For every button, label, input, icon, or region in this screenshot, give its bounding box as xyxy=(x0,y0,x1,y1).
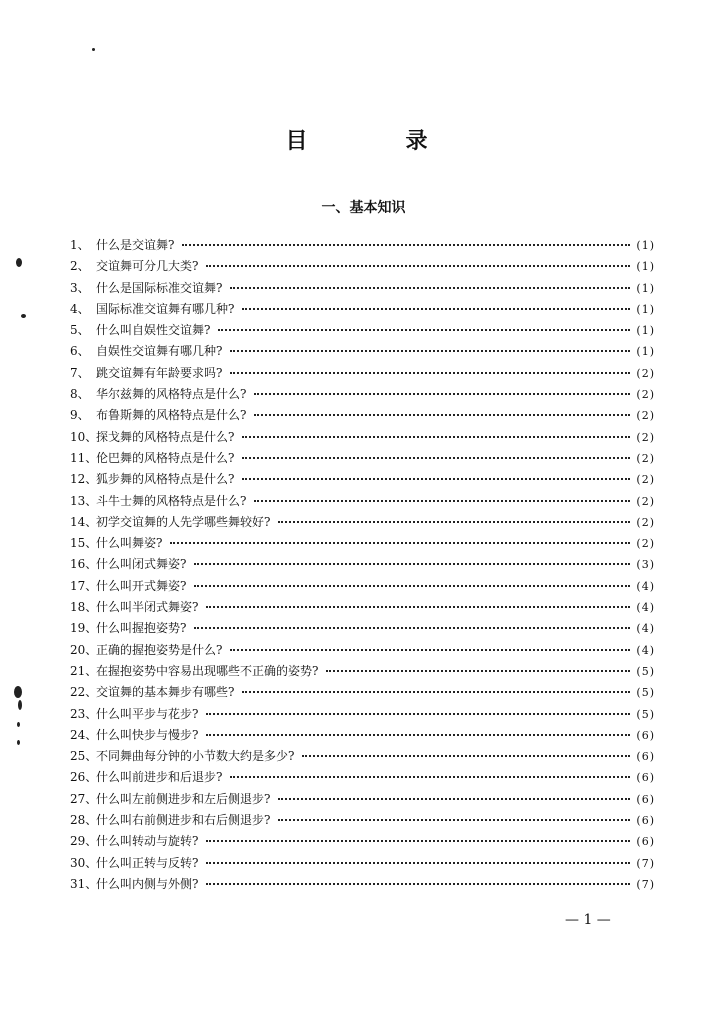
toc-dot-leader xyxy=(278,521,630,523)
toc-entry-page: (1) xyxy=(636,239,655,252)
toc-entry-number: 19、 xyxy=(70,621,98,636)
toc-dot-leader xyxy=(206,862,630,864)
toc-entry-title: 在握抱姿势中容易出现哪些不正确的姿势? xyxy=(96,663,319,678)
toc-entry-page: (5) xyxy=(636,664,655,678)
toc-entry-page: (2) xyxy=(636,537,655,551)
toc-entry-page: (5) xyxy=(636,686,655,700)
toc-entry-page: (2) xyxy=(636,366,655,380)
toc-entry-page: (2) xyxy=(636,451,655,465)
toc-entry-number: 10、 xyxy=(70,429,98,444)
toc-entry xyxy=(70,449,655,470)
toc-dot-leader xyxy=(242,478,630,480)
toc-dot-leader xyxy=(206,606,630,608)
toc-entry-page: (2) xyxy=(636,515,655,529)
toc-entry-title: 不同舞曲每分钟的小节数大约是多少? xyxy=(96,749,295,764)
toc-entry-page: (2) xyxy=(636,388,655,402)
toc-dot-leader xyxy=(206,883,630,885)
scan-speck xyxy=(14,686,22,698)
toc-entry xyxy=(70,257,655,278)
toc-entry-title: 什么叫正转与反转? xyxy=(96,855,199,870)
toc-entry-title: 什么叫舞姿? xyxy=(96,536,163,551)
toc-entry-title: 什么叫自娱性交谊舞? xyxy=(96,323,211,338)
scan-speck xyxy=(17,722,20,727)
toc-entry xyxy=(70,619,655,640)
toc-entry-number: 11、 xyxy=(70,450,98,465)
toc-dot-leader xyxy=(230,776,630,778)
toc-entry-number: 7、 xyxy=(70,365,90,380)
toc-dot-leader xyxy=(254,393,630,395)
toc-entry-title: 正确的握抱姿势是什么? xyxy=(96,642,223,657)
toc-entry-page: (1) xyxy=(636,302,655,316)
toc-entry-title: 探戈舞的风格特点是什么? xyxy=(96,429,235,444)
toc-entry-page: (2) xyxy=(636,473,655,487)
toc-entry-page: (6) xyxy=(636,792,655,806)
toc-entry-title: 什么叫右前侧进步和右后侧退步? xyxy=(96,813,271,828)
toc-entry xyxy=(70,300,655,321)
toc-entry xyxy=(70,470,655,491)
toc-entry-page: (1) xyxy=(636,260,655,274)
toc-entry xyxy=(70,854,655,875)
toc-dot-leader xyxy=(194,585,630,587)
toc-entry-number: 9、 xyxy=(70,408,90,423)
toc-entry-page: (4) xyxy=(636,579,655,593)
section-title: 一、基本知识 xyxy=(321,200,406,216)
toc-entry-title: 什么叫前进步和后退步? xyxy=(96,770,223,785)
toc-entry-title: 斗牛士舞的风格特点是什么? xyxy=(96,493,247,508)
toc-entry-page: (6) xyxy=(636,771,655,785)
toc-entry xyxy=(70,768,655,789)
toc-entry-page: (4) xyxy=(636,643,655,657)
toc-entry-number: 25、 xyxy=(70,749,98,764)
toc-dot-leader xyxy=(302,755,630,757)
toc-entry-title: 什么叫平步与花步? xyxy=(96,706,199,721)
toc-dot-leader xyxy=(230,649,630,651)
toc-dot-leader xyxy=(254,500,630,502)
scan-speck xyxy=(17,740,20,745)
scan-speck xyxy=(18,700,22,710)
toc-entry xyxy=(70,832,655,853)
toc-entry-number: 3、 xyxy=(70,280,90,295)
toc-entry-page: (4) xyxy=(636,622,655,636)
toc-dot-leader xyxy=(242,436,630,438)
toc-entry xyxy=(70,683,655,704)
toc-entry-page: (6) xyxy=(636,750,655,764)
toc-entry-number: 15、 xyxy=(70,536,98,551)
toc-entry-page: (6) xyxy=(636,814,655,828)
toc-entry-page: (2) xyxy=(636,430,655,444)
toc-entry-number: 13、 xyxy=(70,493,98,508)
toc-entry-page: (2) xyxy=(636,409,655,423)
toc-dot-leader xyxy=(326,670,630,672)
toc-dot-leader xyxy=(278,798,630,800)
toc-entry xyxy=(70,875,655,896)
toc-entry xyxy=(70,790,655,811)
toc-dot-leader xyxy=(206,713,630,715)
toc-list xyxy=(70,236,655,896)
toc-entry-number: 31、 xyxy=(70,876,98,891)
toc-dot-leader xyxy=(170,542,630,544)
toc-dot-leader xyxy=(278,819,630,821)
toc-entry-number: 27、 xyxy=(70,791,98,806)
toc-entry xyxy=(70,662,655,683)
toc-dot-leader xyxy=(206,265,630,267)
toc-entry xyxy=(70,279,655,300)
scan-speck xyxy=(92,48,95,51)
toc-entry-title: 什么是交谊舞? xyxy=(96,238,175,252)
toc-entry-number: 5、 xyxy=(70,323,90,338)
toc-dot-leader xyxy=(230,287,630,289)
toc-entry-page: (1) xyxy=(636,324,655,338)
toc-entry-number: 17、 xyxy=(70,578,98,593)
toc-entry-number: 20、 xyxy=(70,642,98,657)
toc-entry-number: 12、 xyxy=(70,472,98,487)
toc-entry-title: 伦巴舞的风格特点是什么? xyxy=(96,450,235,465)
toc-entry xyxy=(70,428,655,449)
toc-entry xyxy=(70,811,655,832)
toc-entry-page: (6) xyxy=(636,728,655,742)
toc-entry xyxy=(70,364,655,385)
toc-dot-leader xyxy=(242,308,630,310)
toc-entry-title: 跳交谊舞有年龄要求吗? xyxy=(96,365,223,380)
toc-entry-title: 什么叫左前侧进步和左后侧退步? xyxy=(96,791,271,806)
toc-entry xyxy=(70,747,655,768)
toc-entry-number: 6、 xyxy=(70,344,90,359)
toc-entry-title: 什么叫闭式舞姿? xyxy=(96,557,187,572)
toc-entry-title: 什么叫快步与慢步? xyxy=(96,727,199,742)
toc-dot-leader xyxy=(254,414,630,416)
toc-entry-title: 华尔兹舞的风格特点是什么? xyxy=(96,387,247,402)
toc-entry-title: 交谊舞可分几大类? xyxy=(96,259,199,274)
toc-dot-leader xyxy=(242,457,630,459)
toc-entry xyxy=(70,705,655,726)
toc-dot-leader xyxy=(206,734,630,736)
toc-entry-page: (6) xyxy=(636,835,655,849)
toc-entry xyxy=(70,406,655,427)
toc-entry xyxy=(70,555,655,576)
toc-entry-number: 22、 xyxy=(70,685,98,700)
toc-dot-leader xyxy=(230,372,630,374)
toc-entry-number: 16、 xyxy=(70,557,98,572)
toc-entry-title: 什么叫转动与旋转? xyxy=(96,834,199,849)
toc-entry-page: (7) xyxy=(636,856,655,870)
scan-speck xyxy=(21,314,26,318)
toc-entry xyxy=(70,321,655,342)
toc-entry-page: (7) xyxy=(636,877,655,891)
toc-entry-number: 8、 xyxy=(70,387,90,402)
toc-entry-number: 23、 xyxy=(70,706,98,721)
toc-entry-page: (3) xyxy=(636,558,655,572)
toc-dot-leader xyxy=(194,627,630,629)
toc-entry-number: 18、 xyxy=(70,600,98,615)
toc-entry-title: 什么叫半闭式舞姿? xyxy=(96,600,199,615)
toc-entry-title: 自娱性交谊舞有哪几种? xyxy=(96,344,223,359)
toc-entry-title: 什么叫内侧与外侧? xyxy=(96,876,199,891)
toc-entry-page: (2) xyxy=(636,494,655,508)
toc-entry-title: 什么叫开式舞姿? xyxy=(96,578,187,593)
toc-entry-number: 28、 xyxy=(70,813,98,828)
toc-entry-page: (4) xyxy=(636,601,655,615)
toc-dot-leader xyxy=(182,244,630,246)
toc-entry-title: 国际标准交谊舞有哪几种? xyxy=(96,301,235,316)
toc-entry xyxy=(70,641,655,662)
toc-entry-number: 21、 xyxy=(70,663,98,678)
toc-entry-title: 布鲁斯舞的风格特点是什么? xyxy=(96,408,247,423)
toc-entry xyxy=(70,534,655,555)
toc-entry-number: 26、 xyxy=(70,770,98,785)
toc-entry xyxy=(70,513,655,534)
toc-entry xyxy=(70,385,655,406)
toc-dot-leader xyxy=(194,563,630,565)
toc-entry-title: 交谊舞的基本舞步有哪些? xyxy=(96,685,235,700)
toc-entry xyxy=(70,342,655,363)
toc-entry-number: 29、 xyxy=(70,834,98,849)
toc-dot-leader xyxy=(218,329,630,331)
toc-entry-page: (1) xyxy=(636,281,655,295)
page-number: — 1 — xyxy=(565,912,611,928)
toc-entry xyxy=(70,577,655,598)
page-title: 目 录 xyxy=(285,129,466,154)
toc-dot-leader xyxy=(206,840,630,842)
scan-speck xyxy=(16,258,22,267)
toc-entry-number: 24、 xyxy=(70,727,98,742)
toc-dot-leader xyxy=(230,350,630,352)
toc-entry-title: 什么是国际标准交谊舞? xyxy=(96,280,223,295)
toc-entry-page: (1) xyxy=(636,345,655,359)
toc-entry-number: 30、 xyxy=(70,855,98,870)
toc-entry-number: 14、 xyxy=(70,514,98,529)
toc-entry xyxy=(70,492,655,513)
toc-entry-page: (5) xyxy=(636,707,655,721)
toc-entry xyxy=(70,236,655,257)
toc-entry-number: 2、 xyxy=(70,259,90,274)
toc-entry-title: 狐步舞的风格特点是什么? xyxy=(96,472,235,487)
toc-entry-number: 1、 xyxy=(70,238,90,252)
toc-entry xyxy=(70,598,655,619)
toc-entry xyxy=(70,726,655,747)
toc-entry-title: 初学交谊舞的人先学哪些舞较好? xyxy=(96,514,271,529)
toc-entry-title: 什么叫握抱姿势? xyxy=(96,621,187,636)
toc-entry-number: 4、 xyxy=(70,301,90,316)
toc-dot-leader xyxy=(242,691,630,693)
